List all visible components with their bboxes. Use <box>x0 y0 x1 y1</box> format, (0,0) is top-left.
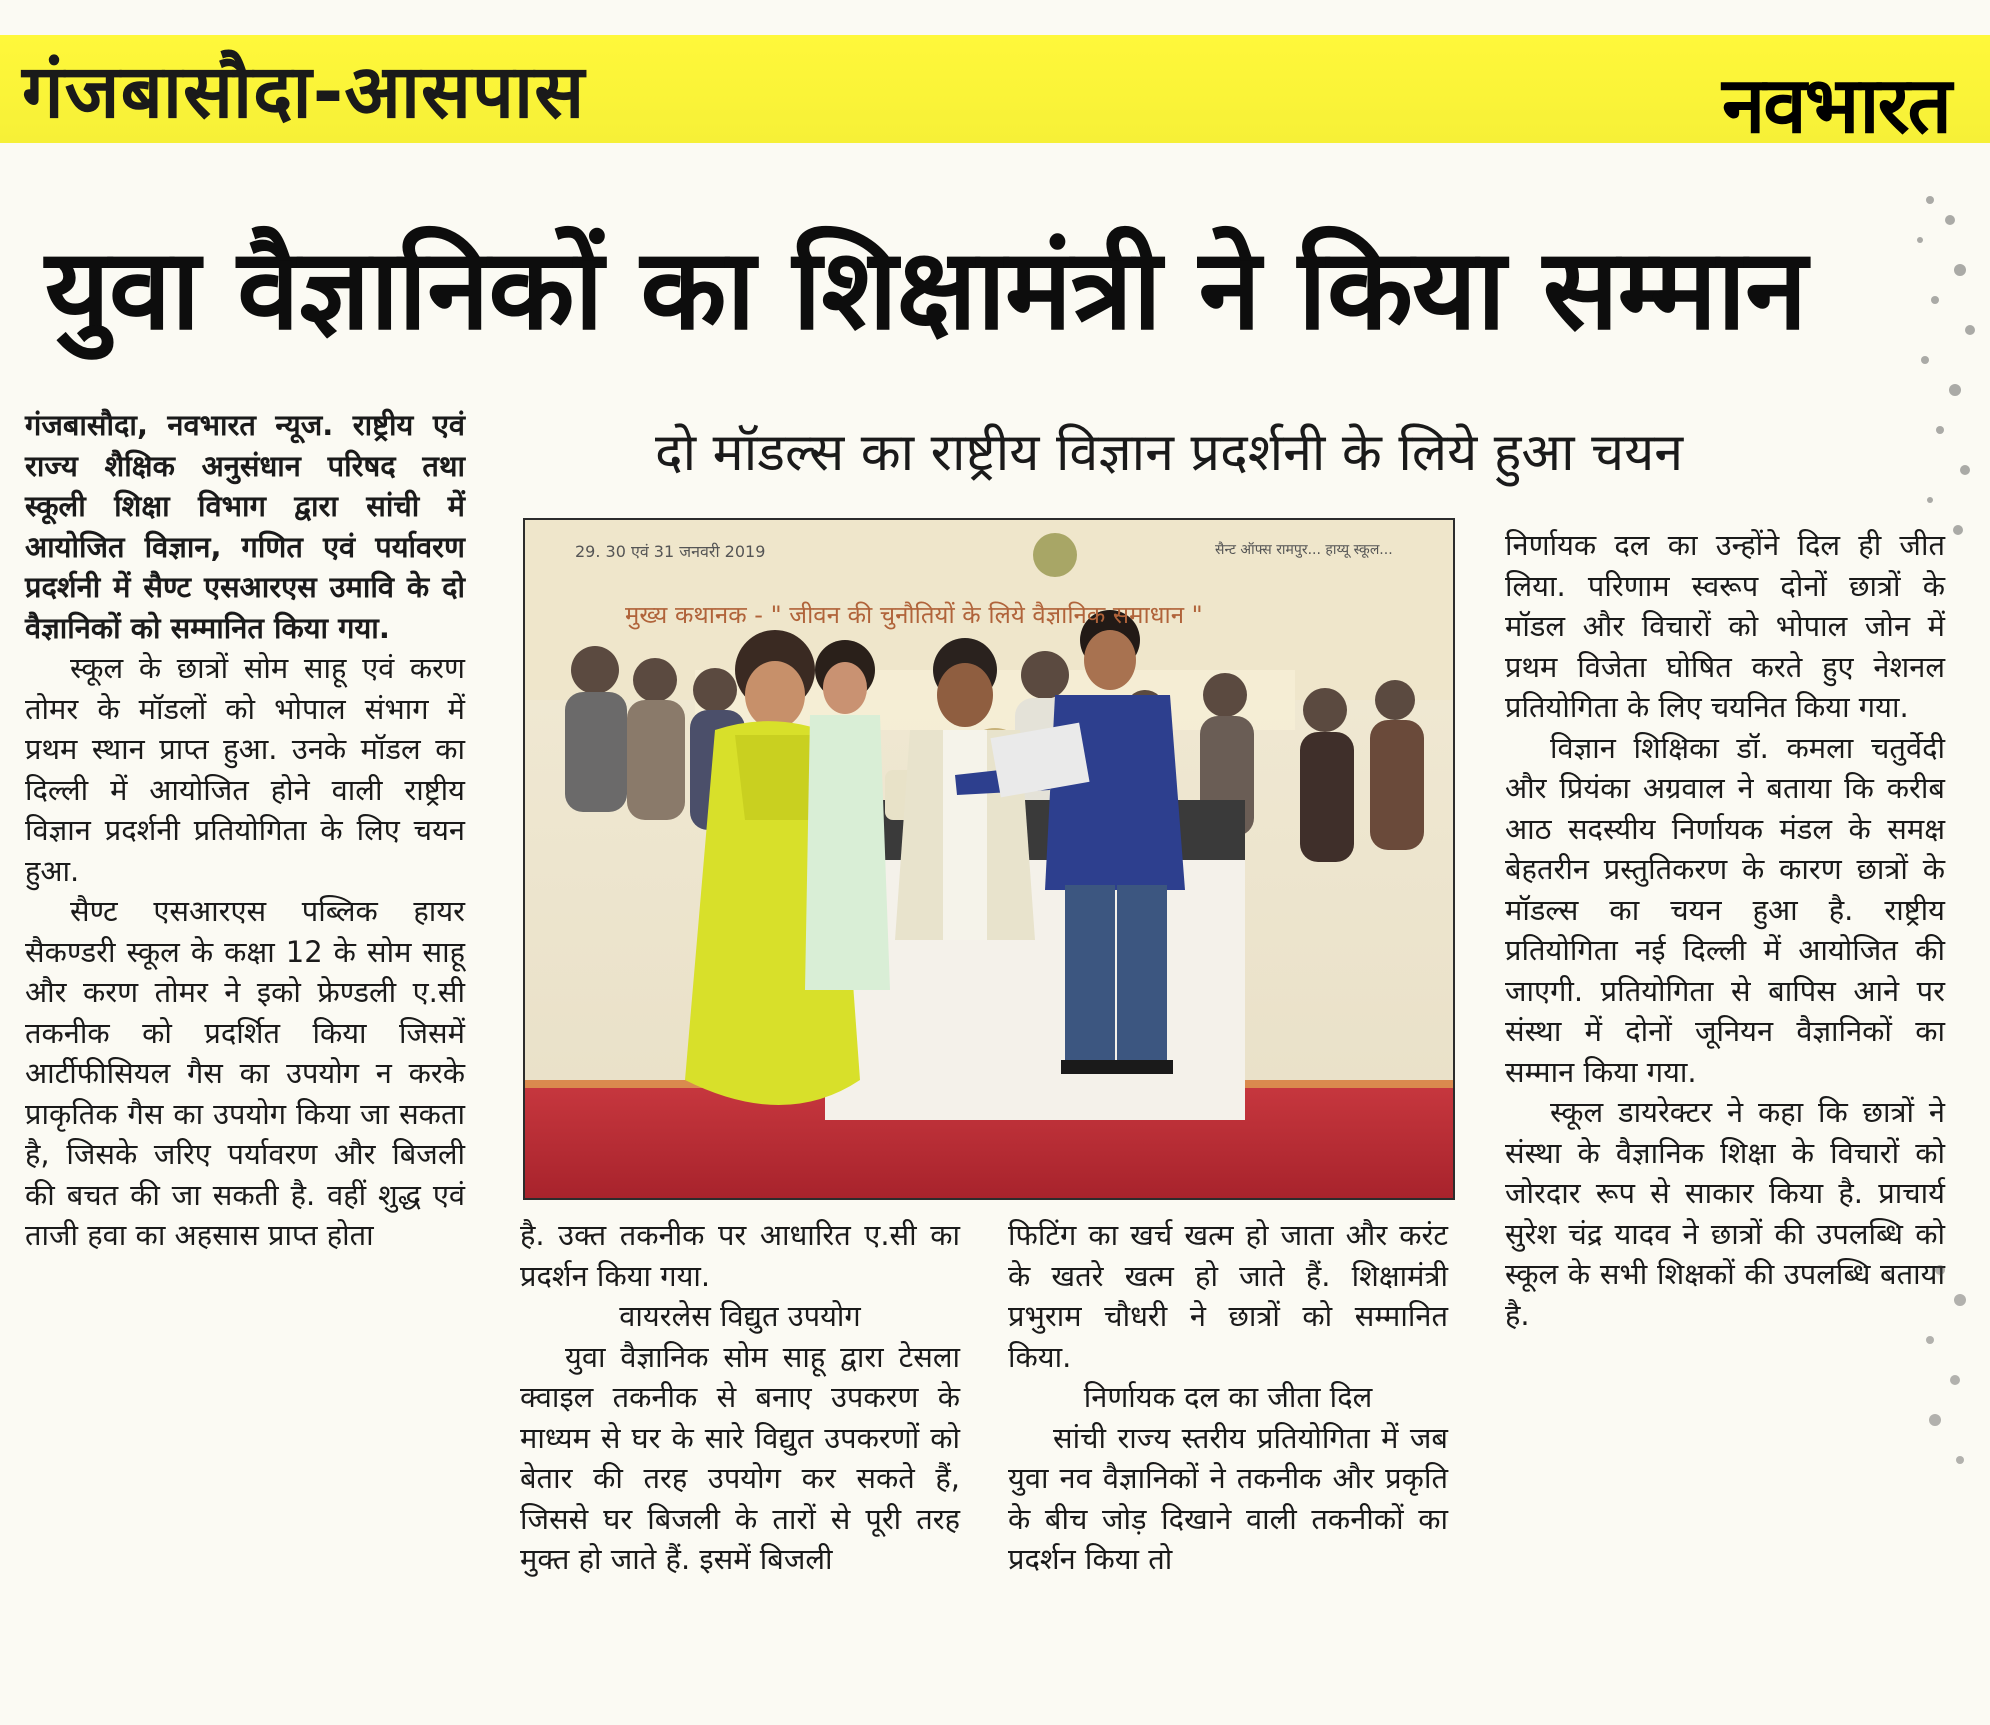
article-paragraph: है. उक्त तकनीक पर आधारित ए.सी का प्रदर्शन किया गया. <box>520 1218 960 1293</box>
article-subheading: निर्णायक दल का जीता दिल <box>1083 1380 1373 1414</box>
article-column-4 <box>1505 525 1945 1335</box>
article-lead-paragraph: गंजबासौदा, नवभारत न्यूज. राष्ट्रीय एवं राज्य शैक्षिक अनुसंधान परिषद तथा स्कूली शिक्षा विभाग द्वारा सांची में आयोजित विज्ञान, गणित एवं पर्यावरण प्रदर्शनी में सैण्ट एसआरएस उमावि के दो वैज्ञानिकों को सम्मानित किया गया. <box>25 408 465 645</box>
article-paragraph: युवा वैज्ञानिक सोम साहू द्वारा टेसला क्वाइल तकनीक से बनाए उपकरण के माध्यम से घर के सारे विद्युत उपकरणों को बेतार की तरह उपयोग कर सकते हैं, जिससे घर बिजली के तारों से पूरी तरह मुक्त हो जाते हैं. इसमें बिजली <box>520 1339 960 1576</box>
article-headline: युवा वैज्ञानिकों का शिक्षामंत्री ने किया सम्मान <box>45 225 1807 355</box>
article-subheadline: दो मॉडल्स का राष्ट्रीय विज्ञान प्रदर्शनी के लिये हुआ चयन <box>655 423 1684 483</box>
newspaper-masthead: नवभारत <box>1721 61 1950 151</box>
article-paragraph: सैण्ट एसआरएस पब्लिक हायर सैकण्डरी स्कूल के कक्षा 12 के सोम साहू और करण तोमर ने इको फ्रेण्डली ए.सी तकनीक को प्रदर्शित किया जिसमें आर्टीफीसियल गैस का उपयोग न करके प्राकृतिक गैस का उपयोग किया जा सकता है, जिसके जरिए पर्यावरण और बिजली की बचत की जा सकती है. वहीं शुद्ध एवं ताजी हवा का अहसास प्राप्त होता <box>25 894 465 1252</box>
scan-artifact <box>1900 1250 1990 1500</box>
article-paragraph: स्कूल के छात्रों सोम साहू एवं करण तोमर के मॉडलों को भोपाल संभाग में प्रथम स्थान प्राप्त हुआ. उनके मॉडल का दिल्ली में आयोजित होने वाली राष्ट्रीय विज्ञान प्रदर्शनी प्रतियोगिता के लिए चयन हुआ. <box>25 651 465 888</box>
event-photo <box>523 518 1455 1200</box>
article-column-1 <box>25 405 465 1256</box>
article-subheading: वायरलेस विद्युत उपयोग <box>619 1299 861 1333</box>
article-paragraph: विज्ञान शिक्षिका डॉ. कमला चतुर्वेदी और प्रियंका अग्रवाल ने बताया कि करीब आठ सदस्यीय निर्णायक मंडल के समक्ष बेहतरीन प्रस्तुतिकरण के कारण छात्रों के मॉडल्स का चयन हुआ है. राष्ट्रीय प्रतियोगिता नई दिल्ली में आयोजित की जाएगी. प्रतियोगिता से बापिस आने पर संस्था में दोनों जूनियन वैज्ञानिकों का सम्मान किया गया. <box>1505 730 1945 1089</box>
article-column-2 <box>520 1215 960 1580</box>
photo-organizer-text: सैन्ट ऑफ्स रामपुर... हाय्यू स्कूल... <box>1215 542 1393 558</box>
article-paragraph: फिटिंग का खर्च खत्म हो जाता और करंट के खतरे खत्म हो जाते हैं. शिक्षामंत्री प्रभुराम चौधरी ने छात्रों को सम्मानित किया. <box>1008 1218 1448 1374</box>
article-paragraph: निर्णायक दल का उन्होंने दिल ही जीत लिया. परिणाम स्वरूप दोनों छात्रों के मॉडल और विचारों को भोपाल जोन में प्रथम विजेता घोषित करते हुए नेशनल प्रतियोगिता के लिए चयनित किया गया. <box>1505 528 1945 724</box>
scan-artifact <box>1900 180 1990 560</box>
article-column-3 <box>1008 1215 1448 1580</box>
photo-date-text: 29. 30 एवं 31 जनवरी 2019 <box>575 542 766 561</box>
article-paragraph: सांची राज्य स्तरीय प्रतियोगिता में जब युवा नव वैज्ञानिकों ने तकनीक और प्रकृति के बीच जोड़ दिखाने वाली तकनीकों का प्रदर्शन किया तो <box>1008 1420 1448 1576</box>
section-title: गंजबासौदा-आसपास <box>22 49 586 135</box>
photo-banner-text: मुख्य कथानक - " जीवन की चुनौतियों के लिये वैज्ञानिक समाधान " <box>625 601 1203 629</box>
article-paragraph: स्कूल डायरेक्टर ने कहा कि छात्रों ने संस्था के वैज्ञानिक शिक्षा के विचारों को जोरदार रूप से साकार किया है. प्राचार्य सुरेश चंद्र यादव ने छात्रों की उपलब्धि को स्कूल के सभी शिक्षकों की उपलब्धि बताया है. <box>1505 1095 1945 1332</box>
